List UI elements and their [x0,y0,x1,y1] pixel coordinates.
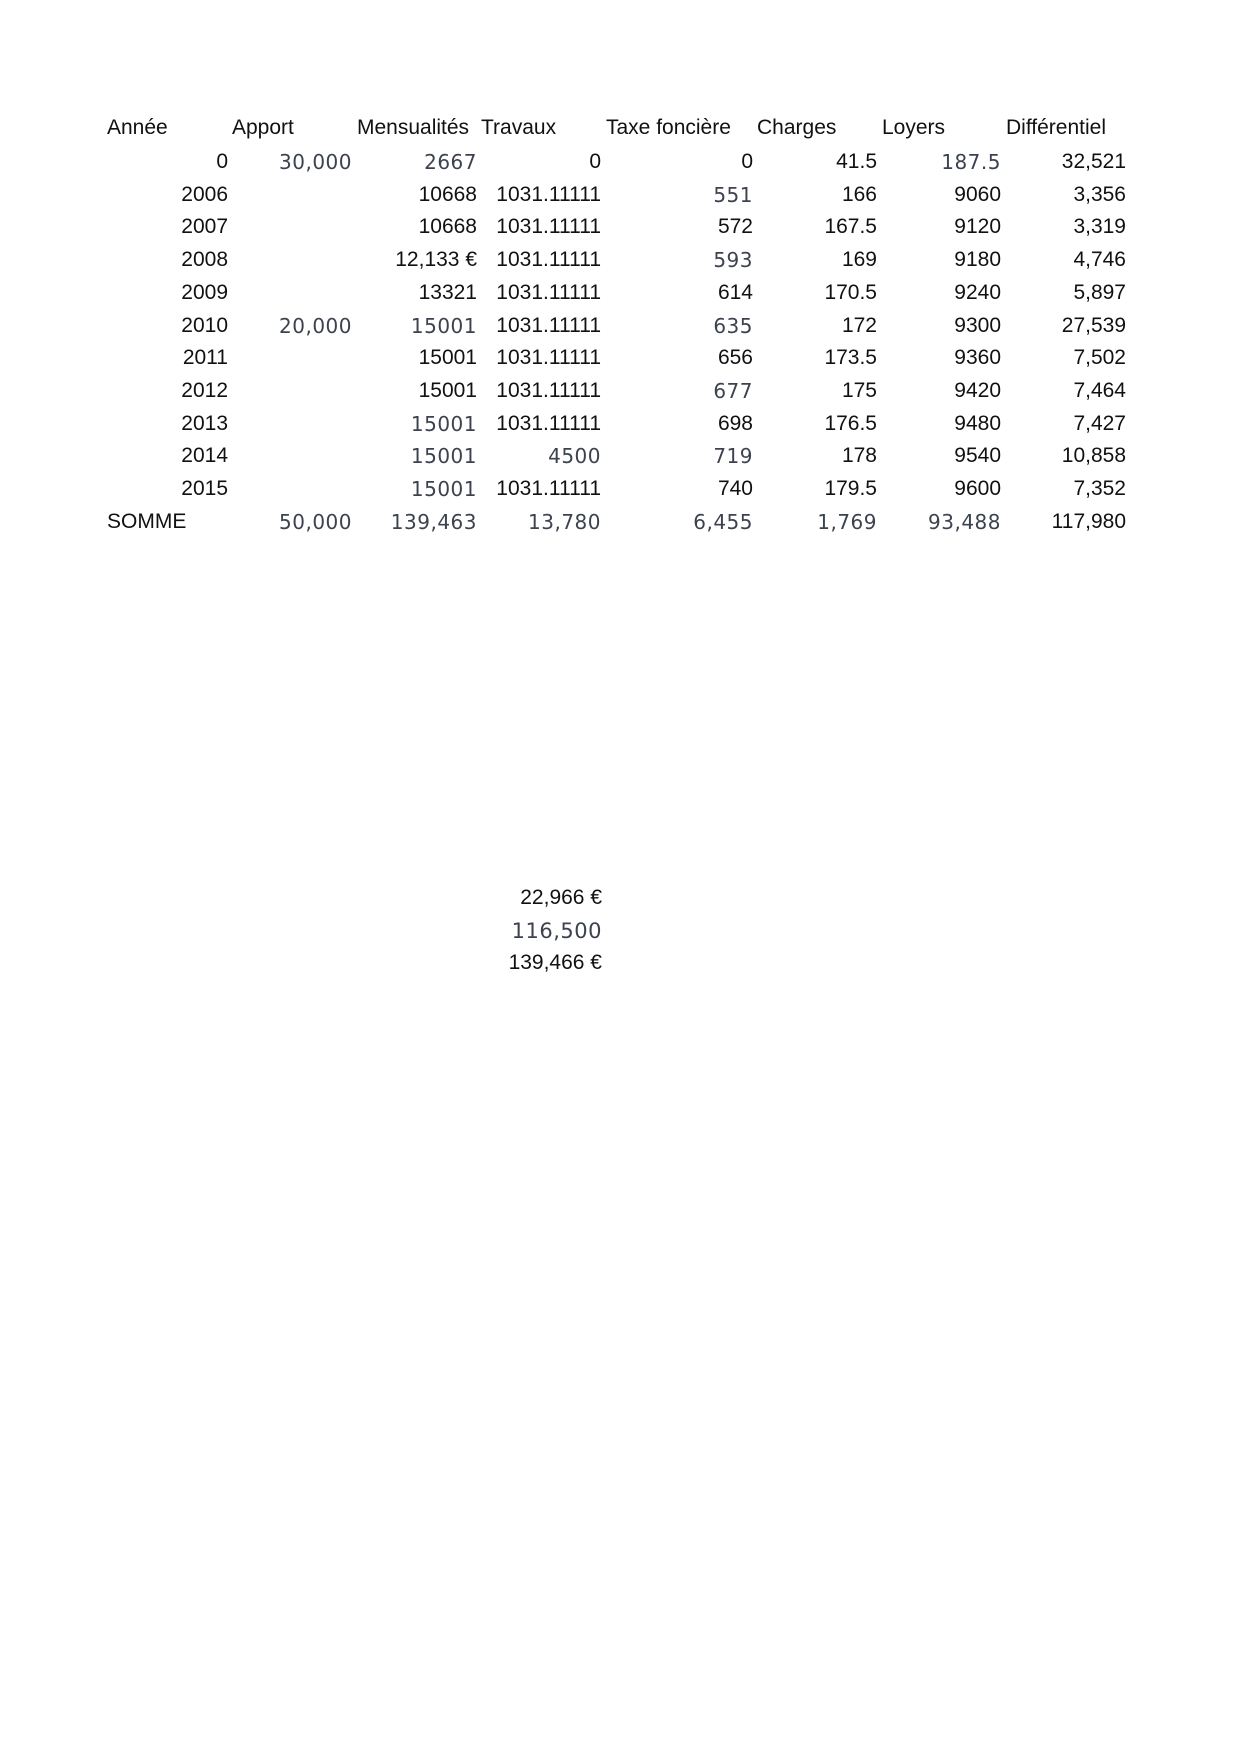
cell-annee: 2011 [182,346,228,370]
cell-taxe-fonciere: 698 [717,411,753,435]
cell-charges: 169 [841,248,877,272]
cell-mensualites: 15001 [410,444,477,469]
cell-differentiel: 7,352 [1073,477,1126,500]
table-row [0,150,1241,182]
cell-charges: 175 [841,378,877,402]
cell-charges: 178 [841,444,877,468]
cell-annee: 2010 [181,313,228,337]
cell-loyers: 9480 [954,411,1001,435]
cell-charges: 172 [841,313,877,337]
cell-mensualites: 15001 [410,477,477,501]
cell-annee: 2009 [181,280,228,304]
cell-loyers: 93,488 [928,509,1001,534]
cell-loyers: 9060 [954,182,1001,206]
cell-differentiel: 32,521 [1061,150,1126,173]
table-row [0,444,1241,476]
cell-differentiel: 117,980 [1051,509,1126,533]
cell-travaux: 1031.11111 [496,182,601,206]
cell-taxe-fonciere: 719 [713,444,753,469]
cell-travaux: 4500 [548,444,601,469]
cell-taxe-fonciere: 551 [713,182,753,207]
cell-annee: 0 [216,150,228,173]
cell-annee: SOMME [107,509,187,533]
cell-travaux: 1031.11111 [496,411,601,435]
cell-differentiel: 27,539 [1061,313,1126,337]
cell-differentiel: 4,746 [1073,248,1126,272]
cell-charges: 170.5 [824,280,877,304]
table-row [0,412,1241,444]
cell-annee: 2012 [181,378,228,402]
cell-mensualites: 15001 [410,411,477,436]
table-row [0,248,1241,280]
cell-charges: 173.5 [824,346,877,370]
table-row [0,477,1241,509]
cell-loyers: 9360 [954,346,1001,370]
cell-mensualites: 15001 [410,313,477,338]
header-loyers: Loyers [882,116,946,139]
cell-annee: 2013 [181,411,228,435]
header-mensualites: Mensualités [357,116,470,139]
cell-travaux: 1031.11111 [496,280,601,304]
cell-mensualites: 12,133 € [395,248,477,272]
header-apport: Apport [232,116,294,139]
cell-travaux: 13,780 [528,509,601,534]
cell-annee: 2015 [181,477,228,500]
cell-annee: 2007 [181,215,228,239]
cell-mensualites: 2667 [424,150,477,174]
cell-taxe-fonciere: 6,455 [693,509,753,534]
cell-mensualites: 139,463 [390,509,477,534]
cell-annee: 2008 [181,248,228,272]
cell-loyers: 9420 [954,378,1001,402]
total-row [0,510,1241,542]
cell-taxe-fonciere: 0 [741,150,753,173]
cell-taxe-fonciere: 656 [717,346,753,370]
cell-mensualites: 15001 [418,378,477,402]
cell-charges: 167.5 [824,215,877,239]
table-row [0,183,1241,215]
cell-apport: 20,000 [279,313,352,338]
extra-value-3: 139,466 € [508,951,602,974]
cell-differentiel: 10,858 [1061,444,1126,468]
cell-apport: 50,000 [279,509,352,534]
cell-annee: 2006 [181,182,228,206]
extra-value-1: 22,966 € [520,886,602,909]
cell-apport: 30,000 [279,150,352,174]
table-row [0,379,1241,411]
cell-mensualites: 10668 [418,215,477,239]
cell-taxe-fonciere: 572 [717,215,753,239]
cell-loyers: 9180 [954,248,1001,272]
cell-travaux: 0 [589,150,601,173]
cell-differentiel: 7,464 [1073,378,1126,402]
cell-differentiel: 3,319 [1073,215,1126,239]
cell-charges: 1,769 [817,509,877,534]
table-row [0,281,1241,313]
cell-loyers: 9300 [954,313,1001,337]
cell-taxe-fonciere: 614 [717,280,753,304]
table-row [0,346,1241,378]
cell-charges: 166 [841,182,877,206]
header-travaux: Travaux [481,116,557,139]
table-row [0,215,1241,247]
cell-travaux: 1031.11111 [496,313,601,337]
cell-differentiel: 5,897 [1073,280,1126,304]
cell-travaux: 1031.11111 [496,477,601,500]
cell-differentiel: 7,427 [1073,411,1126,435]
cell-charges: 179.5 [824,477,877,500]
cell-taxe-fonciere: 635 [713,313,753,338]
cell-taxe-fonciere: 593 [713,248,753,273]
cell-differentiel: 7,502 [1073,346,1126,370]
cell-charges: 41.5 [836,150,877,173]
cell-charges: 176.5 [824,411,877,435]
header-differentiel: Différentiel [1006,116,1106,139]
cell-loyers: 187.5 [941,150,1001,174]
table-row [0,314,1241,346]
cell-mensualites: 10668 [418,182,477,206]
cell-mensualites: 15001 [418,346,477,370]
cell-differentiel: 3,356 [1073,182,1126,206]
cell-loyers: 9240 [954,280,1001,304]
cell-annee: 2014 [181,444,228,468]
cell-loyers: 9540 [954,444,1001,468]
header-annee: Année [107,116,168,139]
header-charges: Charges [757,116,837,139]
cell-travaux: 1031.11111 [496,215,601,239]
cell-taxe-fonciere: 740 [717,477,753,500]
cell-taxe-fonciere: 677 [713,378,753,403]
cell-travaux: 1031.11111 [496,378,601,402]
cell-loyers: 9600 [954,477,1001,500]
header-taxe-fonciere: Taxe foncière [606,116,731,139]
cell-travaux: 1031.11111 [496,248,601,272]
extra-value-2: 116,500 [511,919,602,943]
cell-loyers: 9120 [954,215,1001,239]
cell-travaux: 1031.11111 [496,346,601,370]
cell-mensualites: 13321 [418,280,477,304]
